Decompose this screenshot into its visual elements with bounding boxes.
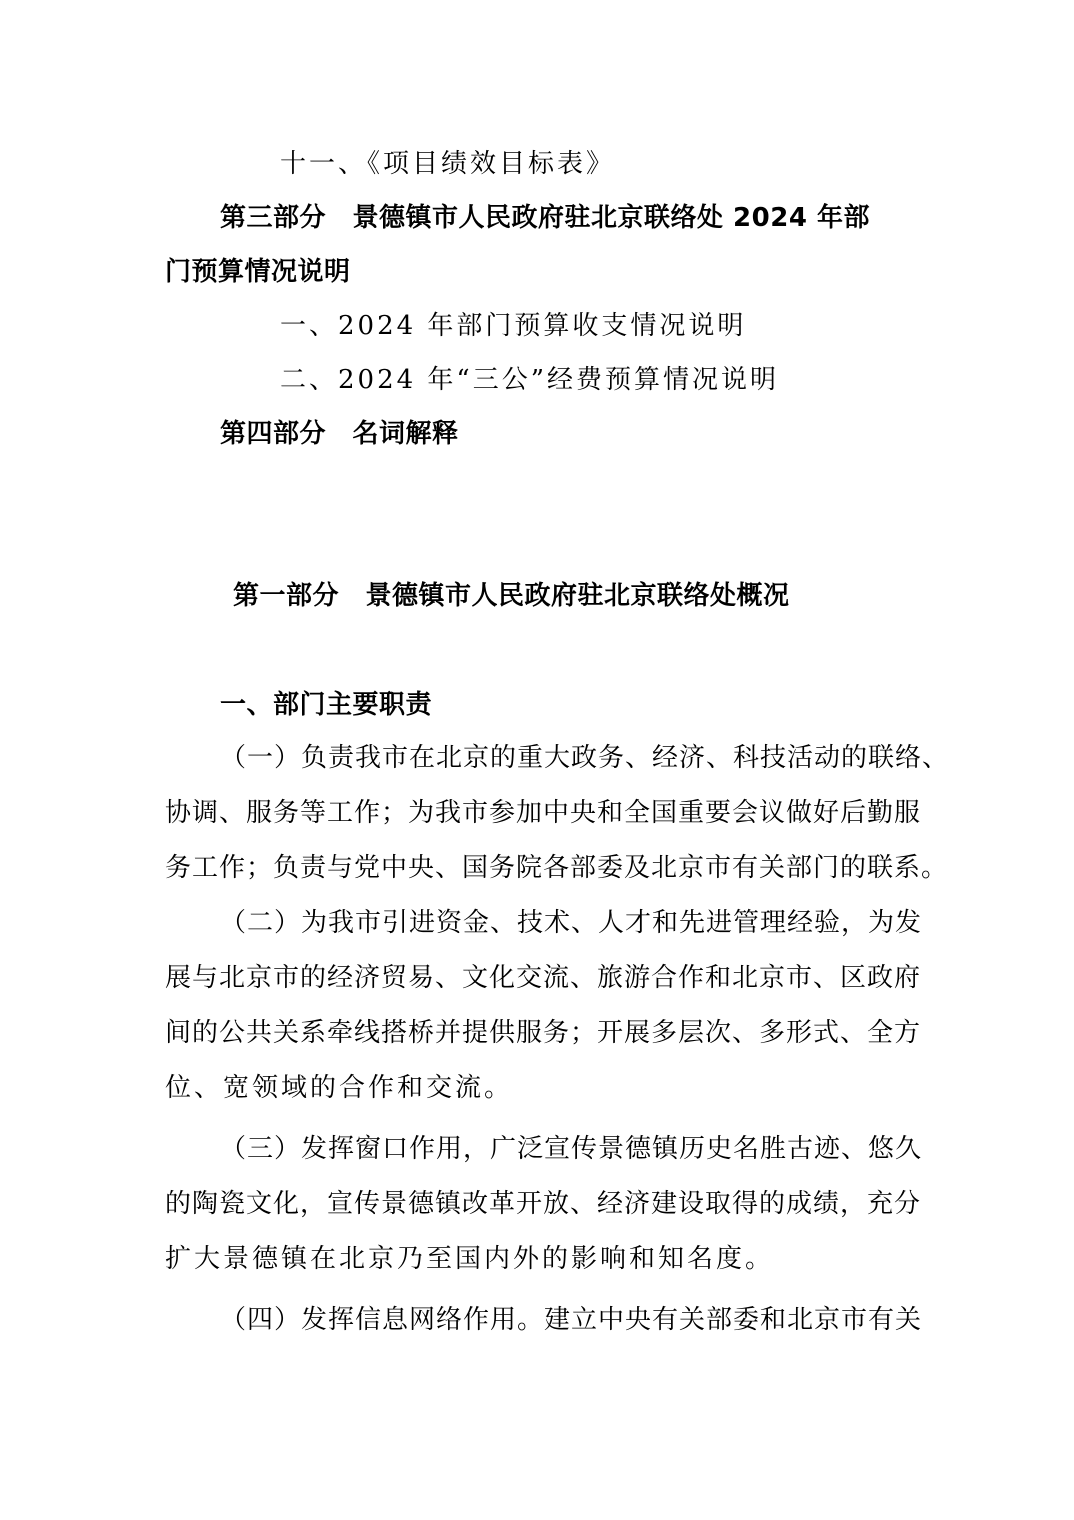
para2-line1: （二）为我市引进资金、技术、人才和先进管理经验，为发 — [220, 908, 923, 938]
para2-line2: 展与北京市的经济贸易、文化交流、旅游合作和北京市、区政府 — [165, 963, 922, 993]
para1-line2: 协调、服务等工作；为我市参加中央和全国重要会议做好后勤服 — [165, 798, 922, 828]
para3-line3: 扩大景德镇在北京乃至国内外的影响和知名度。 — [165, 1244, 775, 1274]
para3-line2: 的陶瓷文化，宣传景德镇改革开放、经济建设取得的成绩，充分 — [165, 1189, 922, 1219]
para2-line4: 位、宽领域的合作和交流。 — [165, 1073, 514, 1103]
toc-part3-item1: 一、2024 年部门预算收支情况说明 — [280, 311, 747, 341]
toc-part3-item2: 二、2024 年“三公”经费预算情况说明 — [280, 365, 780, 395]
para1-line1: （一）负责我市在北京的重大政务、经济、科技活动的联络、 — [220, 743, 950, 773]
para1-line3: 务工作；负责与党中央、国务院各部委及北京市有关部门的联系。 — [165, 853, 949, 883]
toc-part4-heading: 第四部分 名词解释 — [220, 419, 459, 449]
toc-part3-heading-line2: 门预算情况说明 — [165, 257, 351, 287]
toc-part3-heading-line1: 第三部分 景德镇市人民政府驻北京联络处 2024 年部 — [220, 203, 870, 233]
part1-title: 第一部分 景德镇市人民政府驻北京联络处概况 — [233, 581, 790, 611]
para4-line1: （四）发挥信息网络作用。建立中央有关部委和北京市有关 — [220, 1305, 923, 1335]
para3-line1: （三）发挥窗口作用，广泛宣传景德镇历史名胜古迹、悠久 — [220, 1134, 923, 1164]
section1-heading: 一、部门主要职责 — [220, 690, 433, 720]
para2-line3: 间的公共关系牵线搭桥并提供服务；开展多层次、多形式、全方 — [165, 1018, 922, 1048]
toc-item-11: 十一、《项目绩效目标表》 — [280, 149, 616, 179]
